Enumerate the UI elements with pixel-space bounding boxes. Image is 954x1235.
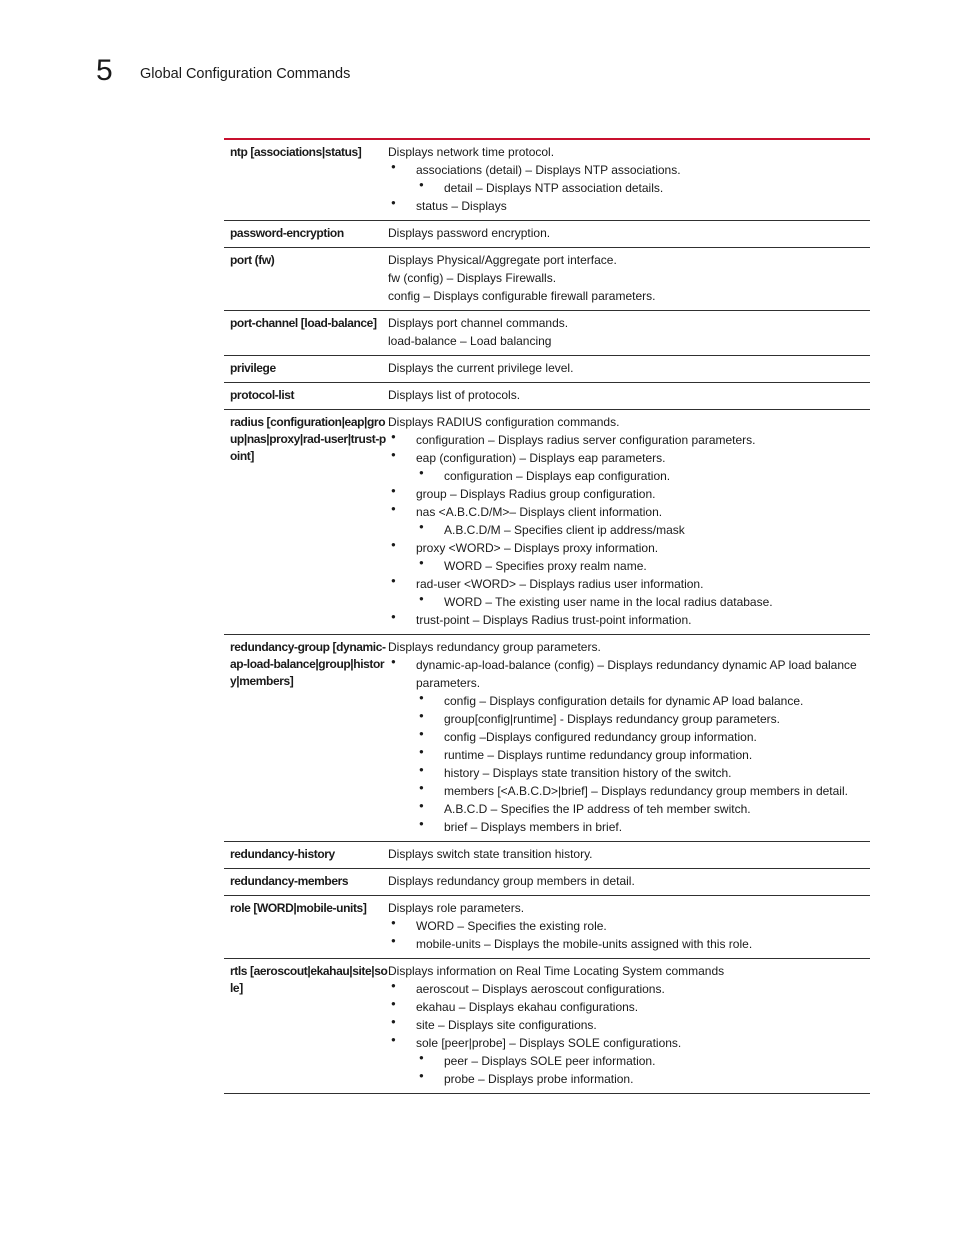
sub-bullet-item: ● history – Displays state transition history of the switch.: [388, 764, 870, 782]
sub-bullet-item: ● A.B.C.D/M – Specifies client ip address/mask: [388, 521, 870, 539]
description-text: config – Displays configurable firewall parameters.: [388, 289, 656, 303]
command-cell: radius [configuration|eap|group|nas|proxy|rad-user|trust-point]: [230, 415, 386, 463]
bullet-item: ● status – Displays: [388, 197, 870, 215]
description-text: Displays password encryption.: [388, 226, 551, 240]
command-cell: protocol-list: [230, 388, 295, 402]
bullet-list: [388, 161, 870, 215]
command-cell: port-channel [load-balance]: [230, 316, 377, 330]
bullet-item: ● nas <A.B.C.D/M>– Displays client information.: [388, 503, 870, 521]
description-cell: [388, 869, 870, 895]
command-cell: redundancy-history: [230, 847, 335, 861]
command-cell: role [WORD|mobile-units]: [230, 901, 367, 915]
sub-bullet-item: ● probe – Displays probe information.: [388, 1070, 870, 1088]
table-row: [224, 869, 870, 896]
description-cell: [388, 959, 870, 1093]
command-cell: port (fw): [230, 253, 275, 267]
bullet-item: ● WORD – Specifies the existing role.: [388, 917, 870, 935]
description-cell: [388, 221, 870, 247]
bullet-item: ● mobile-units – Displays the mobile-units assigned with this role.: [388, 935, 870, 953]
bullet-item: ● group – Displays Radius group configuration.: [388, 485, 870, 503]
command-cell: ntp [associations|status]: [230, 145, 362, 159]
description-cell: [388, 311, 870, 355]
table-row: [224, 248, 870, 311]
table-row: [224, 383, 870, 410]
table-row: [224, 896, 870, 959]
table-row: [224, 842, 870, 869]
description-text: Displays redundancy group members in detail.: [388, 874, 635, 888]
bullet-item: ● aeroscout – Displays aeroscout configurations.: [388, 980, 870, 998]
description-text: load-balance – Load balancing: [388, 334, 552, 348]
table-body: [224, 140, 870, 1094]
description-text: Displays the current privilege level.: [388, 361, 574, 375]
sub-bullet-item: ● runtime – Displays runtime redundancy group information.: [388, 746, 870, 764]
description-text: Displays role parameters.: [388, 901, 525, 915]
bullet-list: [388, 656, 870, 836]
description-cell: [388, 140, 870, 220]
description-cell: [388, 383, 870, 409]
bullet-item: ● dynamic-ap-load-balance (config) – Displays redundancy dynamic AP load balance parameters.: [388, 656, 870, 692]
table-row: [224, 959, 870, 1094]
sub-bullet-item: ● group[config|runtime] - Displays redundancy group parameters.: [388, 710, 870, 728]
table-row: [224, 140, 870, 221]
description-text: Displays network time protocol.: [388, 145, 555, 159]
description-text: Displays port channel commands.: [388, 316, 569, 330]
command-cell: redundancy-group [dynamic-ap-load-balance|group|history|members]: [230, 640, 386, 688]
command-table: [224, 138, 870, 1094]
sub-bullet-item: ● config – Displays configuration details for dynamic AP load balance.: [388, 692, 870, 710]
bullet-item: ● associations (detail) – Displays NTP associations.: [388, 161, 870, 179]
bullet-item: ● sole [peer|probe] – Displays SOLE configurations.: [388, 1034, 870, 1052]
sub-bullet-item: ● peer – Displays SOLE peer information.: [388, 1052, 870, 1070]
bullet-list: [388, 917, 870, 953]
description-text: Displays redundancy group parameters.: [388, 640, 601, 654]
table-row: [224, 410, 870, 635]
command-cell: redundancy-members: [230, 874, 349, 888]
bullet-item: ● configuration – Displays radius server configuration parameters.: [388, 431, 870, 449]
description-cell: [388, 635, 870, 841]
description-text: Displays RADIUS configuration commands.: [388, 415, 620, 429]
description-text: Displays information on Real Time Locating System commands: [388, 964, 725, 978]
description-cell: [388, 896, 870, 958]
description-cell: [388, 356, 870, 382]
bullet-item: ● trust-point – Displays Radius trust-point information.: [388, 611, 870, 629]
sub-bullet-item: ● config –Displays configured redundancy group information.: [388, 728, 870, 746]
sub-bullet-item: ● WORD – The existing user name in the local radius database.: [388, 593, 870, 611]
description-text: Displays list of protocols.: [388, 388, 521, 402]
bullet-list: [388, 431, 870, 629]
sub-bullet-item: ● brief – Displays members in brief.: [388, 818, 870, 836]
command-cell: password-encryption: [230, 226, 344, 240]
description-text: Displays Physical/Aggregate port interface.: [388, 253, 617, 267]
command-cell: privilege: [230, 361, 276, 375]
chapter-number: 5: [96, 54, 113, 87]
bullet-item: ● rad-user <WORD> – Displays radius user information.: [388, 575, 870, 593]
table-row: [224, 221, 870, 248]
sub-bullet-item: ● WORD – Specifies proxy realm name.: [388, 557, 870, 575]
table-row: [224, 356, 870, 383]
table-row: [224, 311, 870, 356]
description-cell: [388, 248, 870, 310]
bullet-item: ● ekahau – Displays ekahau configurations.: [388, 998, 870, 1016]
bullet-item: ● eap (configuration) – Displays eap parameters.: [388, 449, 870, 467]
bullet-item: ● site – Displays site configurations.: [388, 1016, 870, 1034]
description-text: fw (config) – Displays Firewalls.: [388, 271, 557, 285]
sub-bullet-item: ● A.B.C.D – Specifies the IP address of teh member switch.: [388, 800, 870, 818]
table-row: [224, 635, 870, 842]
description-cell: [388, 842, 870, 868]
bullet-item: ● proxy <WORD> – Displays proxy information.: [388, 539, 870, 557]
sub-bullet-item: ● detail – Displays NTP association details.: [388, 179, 870, 197]
description-text: Displays switch state transition history.: [388, 847, 593, 861]
sub-bullet-item: ● members [<A.B.C.D>|brief] – Displays redundancy group members in detail.: [388, 782, 870, 800]
sub-bullet-item: ● configuration – Displays eap configuration.: [388, 467, 870, 485]
bullet-list: [388, 980, 870, 1088]
command-cell: rtls [aeroscout|ekahau|site|sole]: [230, 964, 388, 995]
chapter-title: Global Configuration Commands: [140, 66, 351, 82]
description-cell: [388, 410, 870, 634]
